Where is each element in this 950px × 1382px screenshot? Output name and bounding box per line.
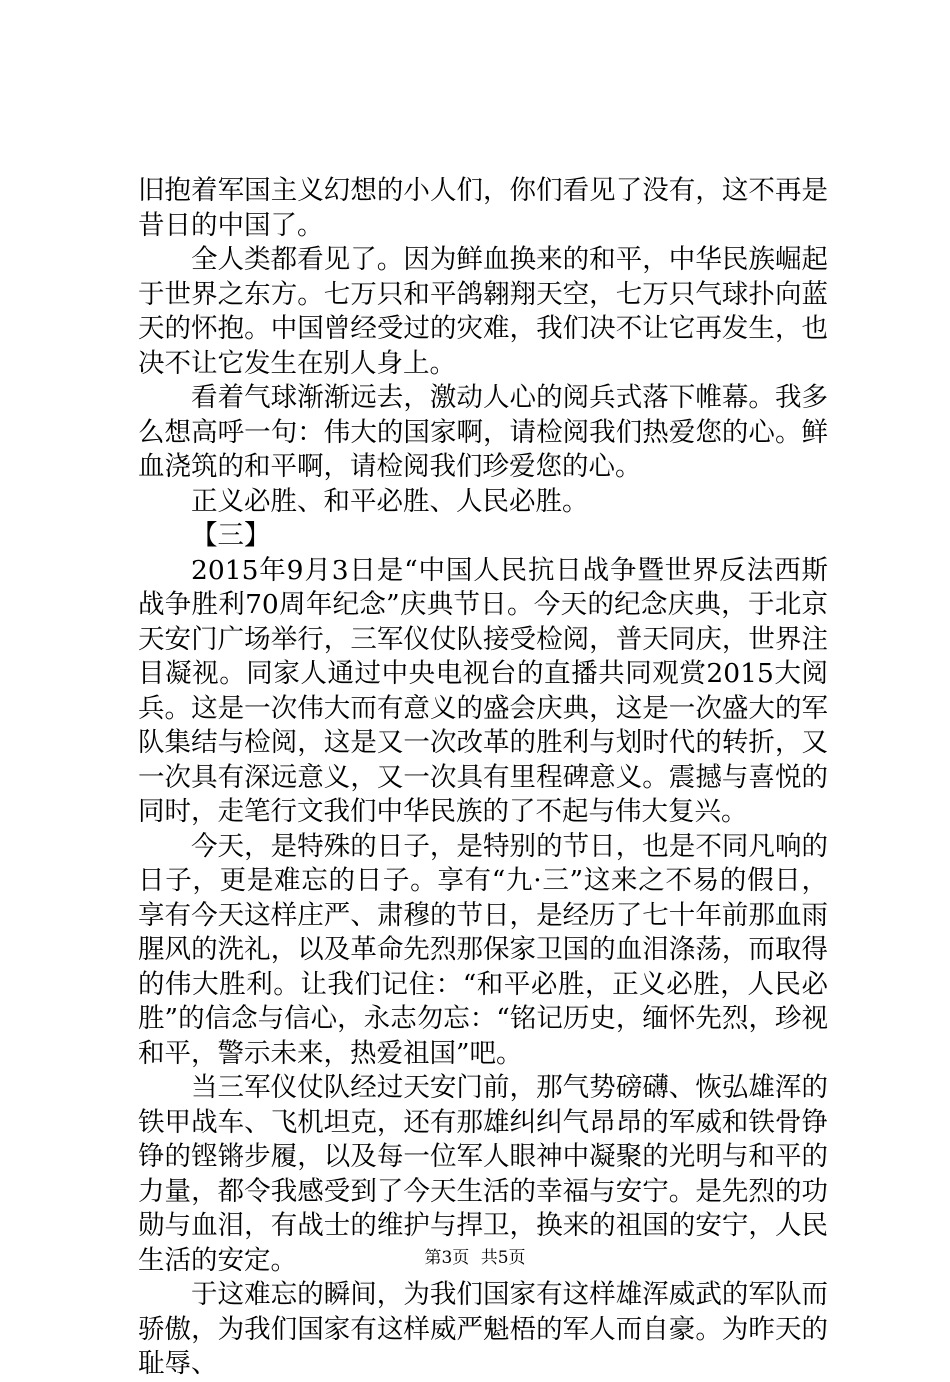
paragraph: 当三军仪仗队经过天安门前，那气势磅礴、恢弘雄浑的铁甲战车、飞机坦克，还有那雄纠纠气昂昂的军威和铁骨铮铮的铿锵步履，以及每一位军人眼神中凝聚的光明与和平的力量，都令我感受到了今天生活的幸福与安宁。是先烈的功勋与血泪，有战士的维护与捍卫，换来的祖国的安宁，人民生活的安定。 [138,1072,828,1276]
paragraph: 全人类都看见了。因为鲜血换来的和平，中华民族崛起于世界之东方。七万只和平鸽翱翔天空，七万只气球扑向蓝天的怀抱。中国曾经受过的灾难，我们决不让它再发生，也决不让它发生在别人身上。 [138,244,828,379]
page-footer [0,1247,950,1269]
paragraph: 今天，是特殊的日子，是特别的节日，也是不同凡响的日子，更是难忘的日子。享有“九·三”这来之不易的假日，享有今天这样庄严、肃穆的节日，是经历了七十年前那血雨腥风的洗礼，以及革命先烈那保家卫国的血泪涤荡，而取得的伟大胜利。让我们记住：“和平必胜，正义必胜，人民必胜”的信念与信心，永志勿忘：“铭记历史，缅怀先烈，珍视和平，警示未来，热爱祖国”吧。 [138,830,828,1069]
page-number: 第3页 [424,1248,470,1268]
section-heading: 【三】 [191,520,271,551]
paragraph: 看着气球渐渐远去，激动人心的阅兵式落下帷幕。我多么想高呼一句：伟大的国家啊，请检阅我们热爱您的心。鲜血浇筑的和平啊，请检阅我们珍爱您的心。 [138,382,828,482]
paragraph: 2015年9月3日是“中国人民抗日战争暨世界反法西斯战争胜利70周年纪念”庆典节日。今天的纪念庆典，于北京天安门广场举行，三军仪仗队接受检阅，普天同庆，世界注目凝视。同家人通过中央电视台的直播共同观赏2015大阅兵。这是一次伟大而有意义的盛会庆典，这是一次盛大的军队集结与检阅，这是又一次改革的胜利与划时代的转折，又一次具有深远意义，又一次具有里程碑意义。震撼与喜悦的同时，走笔行文我们中华民族的了不起与伟大复兴。 [138,554,828,827]
page-total: 共5页 [480,1248,526,1268]
paragraph: 旧抱着军国主义幻想的小人们，你们看见了没有，这不再是昔日的中国了。 [138,175,828,241]
paragraph: 于这难忘的瞬间，为我们国家有这样雄浑威武的军队而骄傲，为我们国家有这样威严魁梧的军人而自豪。为昨天的耻辱、 [138,1279,828,1379]
paragraph: 正义必胜、和平必胜、人民必胜。 [191,485,589,517]
document-body [138,174,828,1382]
